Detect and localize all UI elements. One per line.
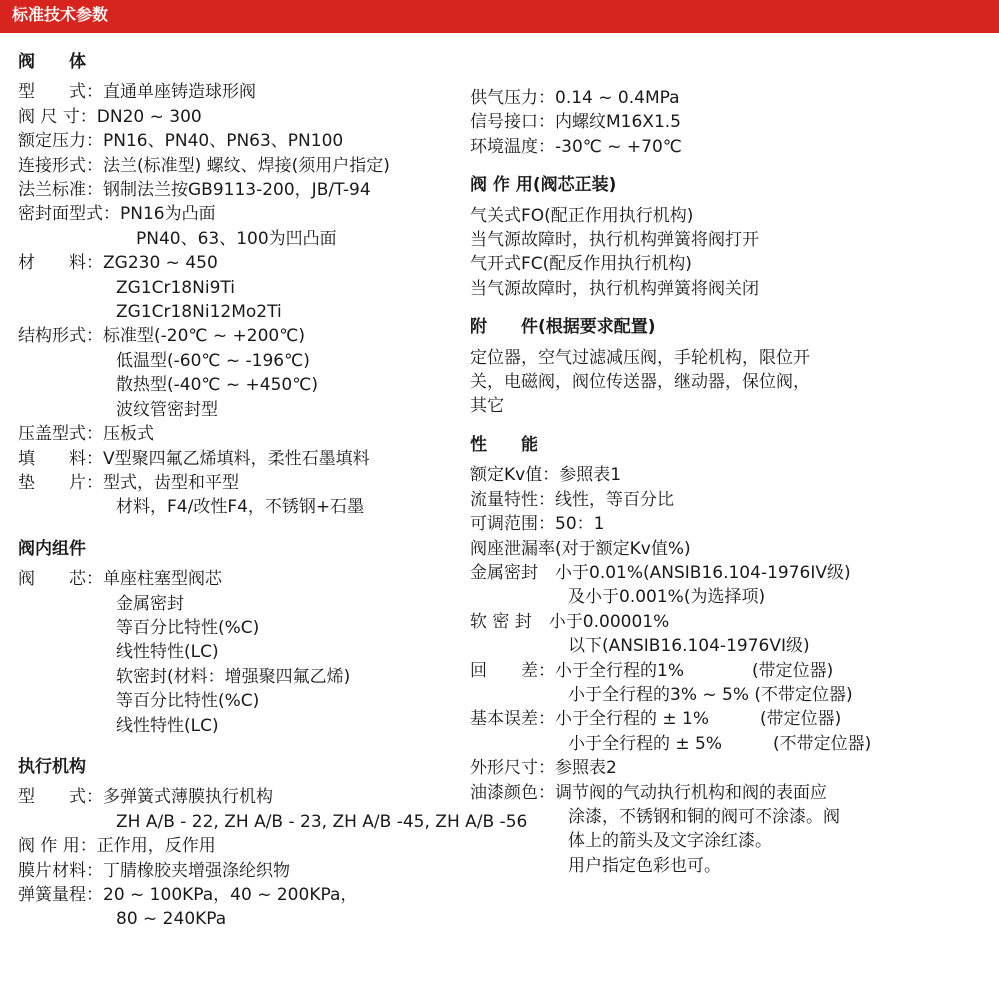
spec-line: 外形尺寸：参照表2	[470, 758, 617, 779]
spec-line: 气关式FO(配正作用执行机构)	[470, 205, 694, 226]
spec-line: 额定压力：PN16、PN40、PN63、PN100	[18, 131, 344, 152]
spec-line-continued: 及小于0.001%(为选择项)	[568, 587, 766, 608]
spec-line-continued: 小于全行程的3% ~ 5% (不带定位器)	[568, 684, 853, 705]
spec-line: 回 差：小于全行程的1% (带定位器)	[470, 660, 834, 681]
spec-line-continued: PN40、63、100为凹凸面	[136, 228, 337, 249]
spec-line-continued: 涂漆，不锈钢和铜的阀可不涂漆。阀	[568, 806, 840, 827]
spec-line-continued: ZG1Cr18Ni9Ti	[116, 277, 235, 298]
section-heading-performance: 性 能	[470, 434, 538, 455]
spec-line-continued: 线性特性(LC)	[116, 715, 219, 736]
spec-line: 型 式：多弹簧式薄膜执行机构	[18, 787, 273, 808]
spec-line-continued: ZG1Cr18Ni12Mo2Ti	[116, 302, 282, 323]
spec-line-continued: ZH A/B - 22, ZH A/B - 23, ZH A/B -45, ZH A/B -56	[116, 811, 528, 832]
spec-line-continued: 用户指定色彩也可。	[568, 855, 721, 876]
spec-line: 金属密封 小于0.01%(ANSIB16.104-1976IV级)	[470, 562, 851, 583]
spec-line: 法兰标准：钢制法兰按GB9113-200，JB/T-94	[18, 180, 371, 201]
spec-line-continued: 等百分比特性(%C)	[116, 617, 260, 638]
spec-line: 阀 作 用：正作用，反作用	[18, 836, 216, 857]
spec-line: 流量特性：线性，等百分比	[470, 489, 674, 510]
spec-line-continued: 以下(ANSIB16.104-1976VI级)	[568, 636, 810, 657]
spec-line: 填 料：V型聚四氟乙烯填料，柔性石墨填料	[18, 448, 370, 469]
spec-line: 供气压力：0.14 ~ 0.4MPa	[470, 88, 680, 108]
spec-line: 气开式FC(配反作用执行机构)	[470, 254, 692, 275]
section-heading-accessories: 附 件(根据要求配置)	[470, 317, 656, 338]
spec-line: 油漆颜色：调节阀的气动执行机构和阀的表面应	[470, 782, 827, 803]
spec-line-continued: 体上的箭头及文字涂红漆。	[568, 831, 772, 852]
spec-line: 材 料：ZG230 ~ 450	[18, 253, 218, 274]
section-heading-actuator: 执行机构	[18, 756, 86, 777]
spec-line: 软 密 封 小于0.00001%	[470, 611, 670, 632]
spec-line: 当气源故障时，执行机构弹簧将阀打开	[470, 230, 759, 251]
spec-line-continued: 材料，F4/改性F4，不锈钢+石墨	[116, 497, 365, 518]
spec-line: 可调范围：50：1	[470, 514, 605, 535]
section-heading-action: 阀 作 用(阀芯正装)	[470, 175, 617, 196]
spec-line: 连接形式：法兰(标准型) 螺纹、焊接(须用户指定)	[18, 155, 390, 176]
spec-line: 型 式：直通单座铸造球形阀	[18, 82, 256, 103]
spec-line-continued: 低温型(-60℃ ~ -196℃)	[116, 350, 310, 371]
spec-line-continued: 等百分比特性(%C)	[116, 691, 260, 712]
spec-line-continued: 80 ~ 240KPa	[116, 909, 227, 930]
right-column	[470, 86, 990, 878]
section-heading-body: 阀 体	[18, 52, 86, 72]
spec-line-continued: 软密封(材料：增强聚四氟乙烯)	[116, 666, 351, 687]
page-title: 标准技术参数	[12, 5, 109, 24]
spec-line: 环境温度：-30℃ ~ +70℃	[470, 136, 682, 157]
spec-line: 阀 尺 寸：DN20 ~ 300	[18, 106, 202, 127]
spec-line: 信号接口：内螺纹M16X1.5	[470, 112, 681, 133]
spec-line: 密封面型式：PN16为凸面	[18, 204, 216, 225]
spec-line-continued: 散热型(-40℃ ~ +450℃)	[116, 375, 318, 396]
spec-line-continued: 金属密封	[116, 593, 184, 614]
spec-line-continued: 小于全行程的 ± 5% (不带定位器)	[568, 733, 872, 754]
section-heading-trim: 阀内组件	[18, 538, 86, 559]
spec-line: 其它	[470, 396, 504, 417]
header-banner	[0, 0, 999, 33]
spec-line: 垫 片：型式，齿型和平型	[18, 472, 239, 493]
spec-line: 额定Kv值：参照表1	[470, 465, 622, 486]
spec-line: 膜片材料：丁腈橡胶夹增强涤纶织物	[18, 860, 290, 881]
spec-line: 关，电磁阀，阀位传送器，继动器，保位阀，	[470, 372, 810, 393]
spec-line: 弹簧量程：20 ~ 100KPa，40 ~ 200KPa，	[18, 885, 358, 905]
spec-line: 阀 芯：单座柱塞型阀芯	[18, 569, 222, 590]
spec-line: 基本误差：小于全行程的 ± 1% (带定位器)	[470, 709, 842, 730]
spec-line-continued: 波纹管密封型	[116, 399, 218, 420]
spec-line: 定位器，空气过滤减压阀，手轮机构，限位开	[470, 347, 810, 368]
spec-line: 当气源故障时，执行机构弹簧将阀关闭	[470, 278, 759, 299]
spec-line-continued: 线性特性(LC)	[116, 642, 219, 663]
spec-line: 结构形式：标准型(-20℃ ~ +200℃)	[18, 326, 305, 347]
spec-line: 压盖型式：压板式	[18, 424, 154, 445]
spec-line: 阀座泄漏率(对于额定Kv值%)	[470, 538, 691, 559]
